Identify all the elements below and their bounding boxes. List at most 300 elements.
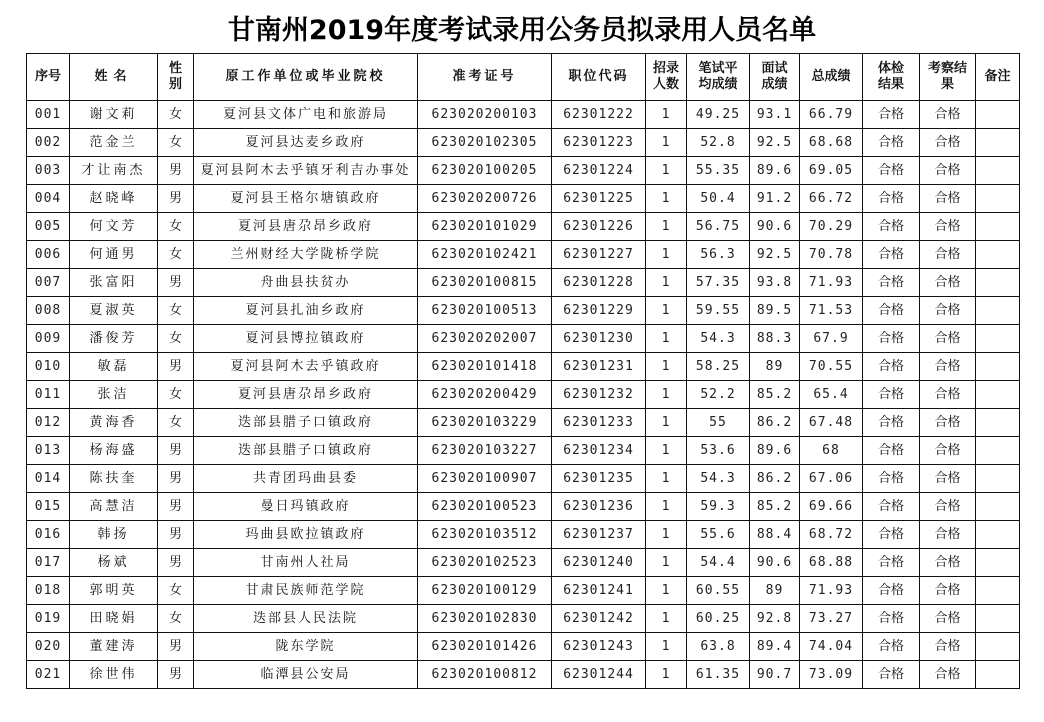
cell-remarks bbox=[976, 661, 1020, 689]
table-header bbox=[27, 54, 1020, 101]
cell-remarks bbox=[976, 353, 1020, 381]
cell-remarks bbox=[976, 269, 1020, 297]
cell-name: 赵晓峰 bbox=[70, 185, 158, 213]
table-row bbox=[27, 157, 1020, 185]
cell-unit: 兰州财经大学陇桥学院 bbox=[194, 241, 418, 269]
cell-total: 71.93 bbox=[800, 269, 863, 297]
cell-inspection: 合格 bbox=[920, 101, 976, 129]
cell-name: 何通男 bbox=[70, 241, 158, 269]
cell-written-avg: 55.6 bbox=[687, 521, 750, 549]
cell-gender: 男 bbox=[158, 549, 194, 577]
cell-position-code: 62301240 bbox=[552, 549, 646, 577]
cell-gender: 男 bbox=[158, 633, 194, 661]
cell-inspection: 合格 bbox=[920, 129, 976, 157]
cell-interview: 86.2 bbox=[750, 409, 800, 437]
cell-seq: 019 bbox=[27, 605, 70, 633]
cell-quota: 1 bbox=[646, 605, 687, 633]
cell-interview: 88.4 bbox=[750, 521, 800, 549]
cell-written-avg: 58.25 bbox=[687, 353, 750, 381]
header-quota-label: 招录人数 bbox=[652, 61, 679, 92]
cell-quota: 1 bbox=[646, 661, 687, 689]
cell-total: 66.79 bbox=[800, 101, 863, 129]
cell-gender: 男 bbox=[158, 353, 194, 381]
cell-remarks bbox=[976, 493, 1020, 521]
cell-name: 杨斌 bbox=[70, 549, 158, 577]
cell-gender: 女 bbox=[158, 605, 194, 633]
cell-physical: 合格 bbox=[863, 353, 920, 381]
header-written-avg-label: 笔试平均成绩 bbox=[698, 61, 738, 92]
cell-written-avg: 54.4 bbox=[687, 549, 750, 577]
cell-physical: 合格 bbox=[863, 577, 920, 605]
cell-exam-id: 623020100129 bbox=[418, 577, 552, 605]
cell-remarks bbox=[976, 325, 1020, 353]
cell-inspection: 合格 bbox=[920, 493, 976, 521]
cell-position-code: 62301226 bbox=[552, 213, 646, 241]
header-interview bbox=[750, 54, 800, 101]
cell-exam-id: 623020103227 bbox=[418, 437, 552, 465]
cell-physical: 合格 bbox=[863, 185, 920, 213]
header-position-code-label: 职位代码 bbox=[568, 69, 629, 84]
table-row bbox=[27, 269, 1020, 297]
cell-written-avg: 63.8 bbox=[687, 633, 750, 661]
cell-name: 张洁 bbox=[70, 381, 158, 409]
cell-unit: 舟曲县扶贫办 bbox=[194, 269, 418, 297]
cell-unit: 夏河县阿木去乎镇政府 bbox=[194, 353, 418, 381]
cell-quota: 1 bbox=[646, 353, 687, 381]
cell-remarks bbox=[976, 465, 1020, 493]
cell-total: 71.53 bbox=[800, 297, 863, 325]
cell-interview: 90.6 bbox=[750, 213, 800, 241]
admission-roster-table bbox=[26, 53, 1020, 689]
cell-quota: 1 bbox=[646, 577, 687, 605]
cell-exam-id: 623020100812 bbox=[418, 661, 552, 689]
cell-written-avg: 59.55 bbox=[687, 297, 750, 325]
cell-interview: 85.2 bbox=[750, 493, 800, 521]
header-exam-id-label: 准考证号 bbox=[452, 69, 517, 84]
cell-physical: 合格 bbox=[863, 381, 920, 409]
cell-seq: 004 bbox=[27, 185, 70, 213]
cell-gender: 男 bbox=[158, 157, 194, 185]
header-inspection-label: 考察结果 bbox=[927, 61, 967, 92]
header-unit bbox=[194, 54, 418, 101]
cell-unit: 甘南州人社局 bbox=[194, 549, 418, 577]
cell-total: 70.55 bbox=[800, 353, 863, 381]
cell-seq: 008 bbox=[27, 297, 70, 325]
cell-gender: 男 bbox=[158, 269, 194, 297]
cell-inspection: 合格 bbox=[920, 381, 976, 409]
cell-physical: 合格 bbox=[863, 661, 920, 689]
cell-name: 范金兰 bbox=[70, 129, 158, 157]
cell-interview: 90.6 bbox=[750, 549, 800, 577]
cell-seq: 009 bbox=[27, 325, 70, 353]
cell-exam-id: 623020100513 bbox=[418, 297, 552, 325]
cell-unit: 夏河县达麦乡政府 bbox=[194, 129, 418, 157]
cell-position-code: 62301223 bbox=[552, 129, 646, 157]
cell-position-code: 62301235 bbox=[552, 465, 646, 493]
cell-physical: 合格 bbox=[863, 409, 920, 437]
cell-gender: 女 bbox=[158, 325, 194, 353]
cell-total: 70.29 bbox=[800, 213, 863, 241]
cell-name: 杨海盛 bbox=[70, 437, 158, 465]
cell-inspection: 合格 bbox=[920, 661, 976, 689]
cell-position-code: 62301233 bbox=[552, 409, 646, 437]
cell-inspection: 合格 bbox=[920, 437, 976, 465]
header-gender bbox=[158, 54, 194, 101]
cell-total: 73.27 bbox=[800, 605, 863, 633]
cell-total: 69.66 bbox=[800, 493, 863, 521]
cell-inspection: 合格 bbox=[920, 409, 976, 437]
header-interview-label: 面试成绩 bbox=[761, 61, 788, 92]
cell-quota: 1 bbox=[646, 521, 687, 549]
cell-interview: 92.8 bbox=[750, 605, 800, 633]
cell-unit: 甘肃民族师范学院 bbox=[194, 577, 418, 605]
cell-remarks bbox=[976, 633, 1020, 661]
cell-name: 郭明英 bbox=[70, 577, 158, 605]
cell-unit: 曼日玛镇政府 bbox=[194, 493, 418, 521]
header-unit-label: 原工作单位或毕业院校 bbox=[225, 69, 386, 84]
cell-name: 张富阳 bbox=[70, 269, 158, 297]
cell-position-code: 62301231 bbox=[552, 353, 646, 381]
table-row bbox=[27, 493, 1020, 521]
cell-gender: 男 bbox=[158, 661, 194, 689]
cell-seq: 018 bbox=[27, 577, 70, 605]
header-name bbox=[70, 54, 158, 101]
cell-interview: 89.5 bbox=[750, 297, 800, 325]
cell-physical: 合格 bbox=[863, 605, 920, 633]
table-row bbox=[27, 129, 1020, 157]
cell-remarks bbox=[976, 297, 1020, 325]
cell-written-avg: 49.25 bbox=[687, 101, 750, 129]
table-row bbox=[27, 101, 1020, 129]
table-row bbox=[27, 213, 1020, 241]
cell-unit: 夏河县阿木去乎镇牙利吉办事处 bbox=[194, 157, 418, 185]
table-row bbox=[27, 353, 1020, 381]
cell-quota: 1 bbox=[646, 381, 687, 409]
cell-exam-id: 623020202007 bbox=[418, 325, 552, 353]
cell-position-code: 62301242 bbox=[552, 605, 646, 633]
cell-inspection: 合格 bbox=[920, 577, 976, 605]
cell-gender: 男 bbox=[158, 465, 194, 493]
cell-remarks bbox=[976, 213, 1020, 241]
cell-physical: 合格 bbox=[863, 269, 920, 297]
header-row bbox=[27, 54, 1020, 101]
header-remarks bbox=[976, 54, 1020, 101]
cell-seq: 016 bbox=[27, 521, 70, 549]
cell-inspection: 合格 bbox=[920, 353, 976, 381]
cell-physical: 合格 bbox=[863, 241, 920, 269]
table-row bbox=[27, 185, 1020, 213]
cell-written-avg: 54.3 bbox=[687, 325, 750, 353]
cell-total: 74.04 bbox=[800, 633, 863, 661]
cell-position-code: 62301241 bbox=[552, 577, 646, 605]
cell-quota: 1 bbox=[646, 297, 687, 325]
cell-name: 何文芳 bbox=[70, 213, 158, 241]
header-seq-label: 序号 bbox=[34, 69, 61, 84]
cell-position-code: 62301234 bbox=[552, 437, 646, 465]
cell-total: 68 bbox=[800, 437, 863, 465]
cell-unit: 迭部县腊子口镇政府 bbox=[194, 437, 418, 465]
header-exam-id bbox=[418, 54, 552, 101]
cell-interview: 89.6 bbox=[750, 437, 800, 465]
cell-name: 敏磊 bbox=[70, 353, 158, 381]
cell-exam-id: 623020101029 bbox=[418, 213, 552, 241]
cell-unit: 迭部县腊子口镇政府 bbox=[194, 409, 418, 437]
cell-physical: 合格 bbox=[863, 297, 920, 325]
cell-quota: 1 bbox=[646, 549, 687, 577]
cell-interview: 85.2 bbox=[750, 381, 800, 409]
cell-seq: 006 bbox=[27, 241, 70, 269]
cell-seq: 011 bbox=[27, 381, 70, 409]
cell-exam-id: 623020100815 bbox=[418, 269, 552, 297]
cell-unit: 夏河县文体广电和旅游局 bbox=[194, 101, 418, 129]
cell-remarks bbox=[976, 101, 1020, 129]
cell-remarks bbox=[976, 549, 1020, 577]
cell-quota: 1 bbox=[646, 409, 687, 437]
cell-exam-id: 623020100523 bbox=[418, 493, 552, 521]
cell-physical: 合格 bbox=[863, 437, 920, 465]
cell-inspection: 合格 bbox=[920, 297, 976, 325]
cell-physical: 合格 bbox=[863, 521, 920, 549]
cell-unit: 临潭县公安局 bbox=[194, 661, 418, 689]
cell-written-avg: 61.35 bbox=[687, 661, 750, 689]
header-gender-label: 性别 bbox=[168, 61, 182, 92]
cell-remarks bbox=[976, 185, 1020, 213]
cell-position-code: 62301230 bbox=[552, 325, 646, 353]
cell-unit: 夏河县王格尔塘镇政府 bbox=[194, 185, 418, 213]
cell-quota: 1 bbox=[646, 213, 687, 241]
cell-seq: 007 bbox=[27, 269, 70, 297]
cell-total: 69.05 bbox=[800, 157, 863, 185]
cell-exam-id: 623020200103 bbox=[418, 101, 552, 129]
cell-quota: 1 bbox=[646, 465, 687, 493]
cell-name: 谢文莉 bbox=[70, 101, 158, 129]
cell-exam-id: 623020102421 bbox=[418, 241, 552, 269]
cell-position-code: 62301224 bbox=[552, 157, 646, 185]
cell-seq: 020 bbox=[27, 633, 70, 661]
cell-seq: 001 bbox=[27, 101, 70, 129]
cell-physical: 合格 bbox=[863, 129, 920, 157]
table-row bbox=[27, 241, 1020, 269]
header-name-label: 姓名 bbox=[94, 69, 133, 84]
cell-seq: 003 bbox=[27, 157, 70, 185]
table-row bbox=[27, 633, 1020, 661]
cell-interview: 91.2 bbox=[750, 185, 800, 213]
cell-written-avg: 54.3 bbox=[687, 465, 750, 493]
cell-remarks bbox=[976, 157, 1020, 185]
cell-remarks bbox=[976, 129, 1020, 157]
cell-written-avg: 60.55 bbox=[687, 577, 750, 605]
header-physical-label: 体检结果 bbox=[877, 61, 904, 92]
header-written-avg bbox=[687, 54, 750, 101]
cell-gender: 女 bbox=[158, 297, 194, 325]
cell-position-code: 62301227 bbox=[552, 241, 646, 269]
cell-gender: 女 bbox=[158, 241, 194, 269]
cell-name: 董建涛 bbox=[70, 633, 158, 661]
cell-quota: 1 bbox=[646, 325, 687, 353]
cell-total: 66.72 bbox=[800, 185, 863, 213]
cell-name: 韩扬 bbox=[70, 521, 158, 549]
table-row bbox=[27, 521, 1020, 549]
cell-name: 田晓娟 bbox=[70, 605, 158, 633]
table-row bbox=[27, 325, 1020, 353]
cell-seq: 015 bbox=[27, 493, 70, 521]
cell-quota: 1 bbox=[646, 101, 687, 129]
cell-exam-id: 623020100205 bbox=[418, 157, 552, 185]
cell-interview: 89.4 bbox=[750, 633, 800, 661]
cell-unit: 夏河县唐尕昂乡政府 bbox=[194, 381, 418, 409]
cell-inspection: 合格 bbox=[920, 605, 976, 633]
cell-quota: 1 bbox=[646, 241, 687, 269]
cell-interview: 89 bbox=[750, 577, 800, 605]
cell-physical: 合格 bbox=[863, 493, 920, 521]
cell-quota: 1 bbox=[646, 493, 687, 521]
cell-seq: 002 bbox=[27, 129, 70, 157]
table-row bbox=[27, 409, 1020, 437]
cell-name: 夏淑英 bbox=[70, 297, 158, 325]
cell-written-avg: 56.3 bbox=[687, 241, 750, 269]
header-physical bbox=[863, 54, 920, 101]
cell-seq: 012 bbox=[27, 409, 70, 437]
cell-exam-id: 623020103229 bbox=[418, 409, 552, 437]
cell-exam-id: 623020102305 bbox=[418, 129, 552, 157]
cell-physical: 合格 bbox=[863, 325, 920, 353]
header-total-label: 总成绩 bbox=[811, 69, 851, 84]
cell-written-avg: 60.25 bbox=[687, 605, 750, 633]
cell-seq: 014 bbox=[27, 465, 70, 493]
cell-physical: 合格 bbox=[863, 465, 920, 493]
cell-unit: 夏河县博拉镇政府 bbox=[194, 325, 418, 353]
cell-quota: 1 bbox=[646, 129, 687, 157]
cell-written-avg: 56.75 bbox=[687, 213, 750, 241]
cell-seq: 005 bbox=[27, 213, 70, 241]
cell-written-avg: 55.35 bbox=[687, 157, 750, 185]
cell-total: 70.78 bbox=[800, 241, 863, 269]
cell-position-code: 62301229 bbox=[552, 297, 646, 325]
table-row bbox=[27, 381, 1020, 409]
cell-remarks bbox=[976, 521, 1020, 549]
cell-gender: 男 bbox=[158, 437, 194, 465]
cell-physical: 合格 bbox=[863, 157, 920, 185]
cell-written-avg: 59.3 bbox=[687, 493, 750, 521]
header-remarks-label: 备注 bbox=[984, 69, 1011, 84]
cell-position-code: 62301228 bbox=[552, 269, 646, 297]
cell-physical: 合格 bbox=[863, 633, 920, 661]
cell-name: 黄海香 bbox=[70, 409, 158, 437]
cell-gender: 男 bbox=[158, 493, 194, 521]
cell-inspection: 合格 bbox=[920, 633, 976, 661]
cell-total: 67.9 bbox=[800, 325, 863, 353]
cell-name: 高慧洁 bbox=[70, 493, 158, 521]
cell-unit: 陇东学院 bbox=[194, 633, 418, 661]
cell-physical: 合格 bbox=[863, 213, 920, 241]
cell-interview: 88.3 bbox=[750, 325, 800, 353]
cell-quota: 1 bbox=[646, 269, 687, 297]
cell-gender: 女 bbox=[158, 409, 194, 437]
cell-position-code: 62301244 bbox=[552, 661, 646, 689]
cell-unit: 夏河县扎油乡政府 bbox=[194, 297, 418, 325]
cell-exam-id: 623020103512 bbox=[418, 521, 552, 549]
document-title: 甘南州2019年度考试录用公务员拟录用人员名单 bbox=[227, 15, 817, 46]
cell-gender: 男 bbox=[158, 521, 194, 549]
cell-total: 68.72 bbox=[800, 521, 863, 549]
cell-inspection: 合格 bbox=[920, 185, 976, 213]
cell-interview: 92.5 bbox=[750, 129, 800, 157]
cell-inspection: 合格 bbox=[920, 241, 976, 269]
cell-inspection: 合格 bbox=[920, 325, 976, 353]
cell-unit: 共青团玛曲县委 bbox=[194, 465, 418, 493]
table-row bbox=[27, 549, 1020, 577]
cell-total: 68.88 bbox=[800, 549, 863, 577]
cell-exam-id: 623020102523 bbox=[418, 549, 552, 577]
cell-remarks bbox=[976, 605, 1020, 633]
cell-unit: 玛曲县欧拉镇政府 bbox=[194, 521, 418, 549]
cell-inspection: 合格 bbox=[920, 465, 976, 493]
cell-inspection: 合格 bbox=[920, 269, 976, 297]
cell-inspection: 合格 bbox=[920, 549, 976, 577]
cell-total: 71.93 bbox=[800, 577, 863, 605]
cell-total: 67.06 bbox=[800, 465, 863, 493]
cell-written-avg: 57.35 bbox=[687, 269, 750, 297]
cell-quota: 1 bbox=[646, 633, 687, 661]
cell-exam-id: 623020101418 bbox=[418, 353, 552, 381]
cell-interview: 93.8 bbox=[750, 269, 800, 297]
cell-written-avg: 52.8 bbox=[687, 129, 750, 157]
cell-remarks bbox=[976, 409, 1020, 437]
cell-interview: 89.6 bbox=[750, 157, 800, 185]
cell-inspection: 合格 bbox=[920, 521, 976, 549]
cell-unit: 夏河县唐尕昂乡政府 bbox=[194, 213, 418, 241]
cell-total: 73.09 bbox=[800, 661, 863, 689]
cell-exam-id: 623020200726 bbox=[418, 185, 552, 213]
cell-exam-id: 623020100907 bbox=[418, 465, 552, 493]
cell-name: 才让南杰 bbox=[70, 157, 158, 185]
cell-gender: 女 bbox=[158, 213, 194, 241]
cell-gender: 女 bbox=[158, 381, 194, 409]
cell-seq: 021 bbox=[27, 661, 70, 689]
cell-position-code: 62301232 bbox=[552, 381, 646, 409]
cell-written-avg: 50.4 bbox=[687, 185, 750, 213]
cell-gender: 女 bbox=[158, 101, 194, 129]
cell-exam-id: 623020200429 bbox=[418, 381, 552, 409]
cell-total: 67.48 bbox=[800, 409, 863, 437]
header-position-code bbox=[552, 54, 646, 101]
cell-remarks bbox=[976, 437, 1020, 465]
table-row bbox=[27, 437, 1020, 465]
cell-name: 徐世伟 bbox=[70, 661, 158, 689]
cell-interview: 90.7 bbox=[750, 661, 800, 689]
cell-position-code: 62301237 bbox=[552, 521, 646, 549]
cell-unit: 迭部县人民法院 bbox=[194, 605, 418, 633]
cell-written-avg: 53.6 bbox=[687, 437, 750, 465]
cell-name: 潘俊芳 bbox=[70, 325, 158, 353]
cell-seq: 013 bbox=[27, 437, 70, 465]
table-row bbox=[27, 297, 1020, 325]
cell-position-code: 62301243 bbox=[552, 633, 646, 661]
cell-total: 65.4 bbox=[800, 381, 863, 409]
cell-quota: 1 bbox=[646, 185, 687, 213]
cell-physical: 合格 bbox=[863, 101, 920, 129]
table-body bbox=[27, 101, 1020, 689]
cell-interview: 86.2 bbox=[750, 465, 800, 493]
cell-interview: 93.1 bbox=[750, 101, 800, 129]
cell-remarks bbox=[976, 577, 1020, 605]
cell-written-avg: 55 bbox=[687, 409, 750, 437]
cell-inspection: 合格 bbox=[920, 213, 976, 241]
cell-exam-id: 623020102830 bbox=[418, 605, 552, 633]
table-row bbox=[27, 605, 1020, 633]
cell-gender: 女 bbox=[158, 129, 194, 157]
cell-inspection: 合格 bbox=[920, 157, 976, 185]
